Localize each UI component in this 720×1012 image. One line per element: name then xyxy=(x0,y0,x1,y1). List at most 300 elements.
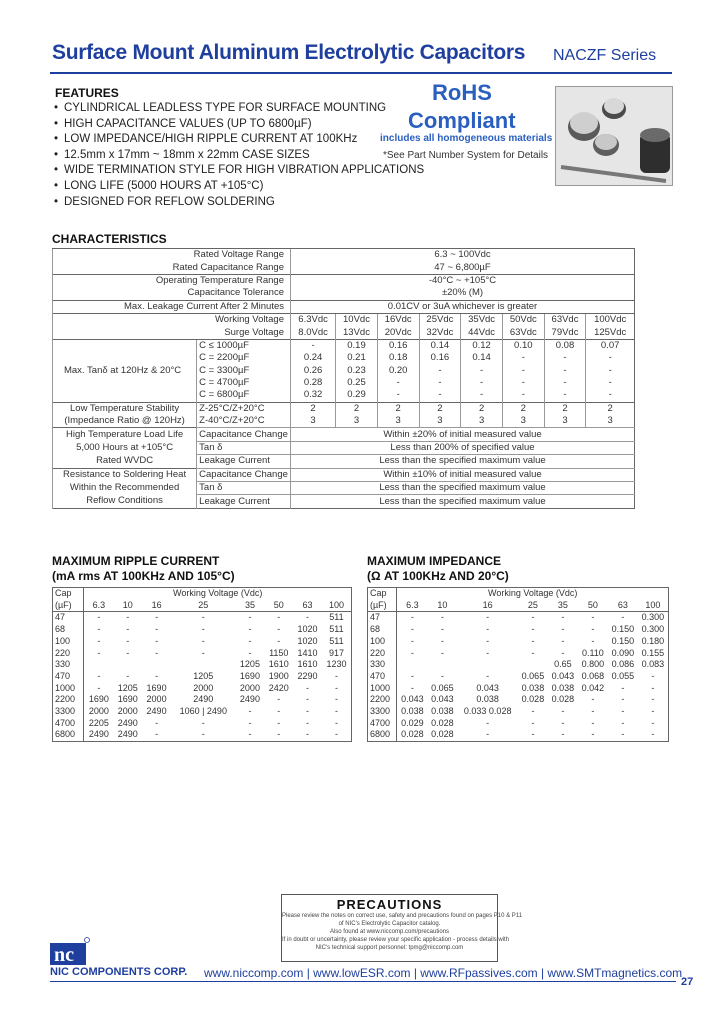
table-cell: - xyxy=(531,612,535,623)
table-cell: 68 xyxy=(368,624,397,636)
table-cell: - xyxy=(334,717,338,728)
table-cell: - xyxy=(410,670,414,681)
table-cell: 2 xyxy=(544,402,586,415)
table-cell: - xyxy=(155,717,159,728)
table-cell: 2490 xyxy=(193,694,214,705)
table-cell: 2490 xyxy=(146,705,167,716)
column-header: 35 xyxy=(548,600,578,612)
table-cell: - xyxy=(651,694,655,705)
feature-text: DESIGNED FOR REFLOW SOLDERING xyxy=(64,195,275,208)
table-cell: 1690 xyxy=(88,694,109,705)
table-cell: 8.0Vdc xyxy=(291,326,336,339)
footer-links[interactable]: www.niccomp.com | www.lowESR.com | www.RFpassives.com | www.SMTmagnetics.com xyxy=(204,966,683,980)
table-cell: - xyxy=(277,694,281,705)
table-cell: - xyxy=(377,377,419,389)
table-cell: - xyxy=(651,682,655,693)
table-cell: 0.028 xyxy=(551,694,575,705)
table-cell: 0.18 xyxy=(377,352,419,364)
table-cell: 0.068 xyxy=(581,670,605,681)
precautions-line: Also found at www.niccomp.com/precautions xyxy=(329,929,450,935)
table-cell: Rated WVDC xyxy=(53,455,197,468)
table-cell: Less than the specified maximum value xyxy=(291,455,635,468)
table-cell: - xyxy=(410,624,414,635)
table-cell: High Temperature Load Life xyxy=(53,428,197,441)
table-cell: 0.155 xyxy=(641,647,665,658)
table-cell: 3300 xyxy=(368,706,397,718)
column-header: Cap xyxy=(368,588,397,600)
table-cell: 2 xyxy=(502,402,544,415)
table-row xyxy=(53,402,635,415)
table-cell: Less than the specified maximum value xyxy=(291,495,635,508)
table-cell: - xyxy=(544,365,586,377)
table-cell: 0.16 xyxy=(377,339,419,352)
table-cell: - xyxy=(248,705,252,716)
table-cell: - xyxy=(561,647,565,658)
table-cell: 470 xyxy=(368,671,397,683)
table-cell xyxy=(457,659,518,671)
table-row xyxy=(53,441,635,454)
table-cell: - xyxy=(306,717,310,728)
table-cell: - xyxy=(486,717,490,728)
table-cell: 0.19 xyxy=(336,339,378,352)
table-row xyxy=(368,612,669,624)
table-row xyxy=(368,706,669,718)
precautions-box xyxy=(281,894,523,962)
table-cell: - xyxy=(586,389,635,402)
table-cell: - xyxy=(544,352,586,364)
table-cell: - xyxy=(155,635,159,646)
table-cell: 220 xyxy=(53,647,84,659)
column-header: (µF) xyxy=(368,600,397,612)
table-row xyxy=(53,647,352,659)
table-cell: - xyxy=(97,670,101,681)
table-cell: 6800 xyxy=(368,729,397,741)
table-cell: 6800 xyxy=(53,729,84,741)
table-cell: Capacitance Change xyxy=(197,468,291,481)
bullet-icon: • xyxy=(54,117,59,130)
table-cell: - xyxy=(97,624,101,635)
table-cell: - xyxy=(201,635,205,646)
table-cell: 2420 xyxy=(268,682,289,693)
table-cell: 0.16 xyxy=(419,352,461,364)
table-cell: 0.038 xyxy=(551,682,575,693)
nic-logo xyxy=(50,937,90,965)
table-cell: - xyxy=(277,705,281,716)
table-cell: - xyxy=(126,635,130,646)
feature-item xyxy=(54,163,424,179)
table-row xyxy=(53,671,352,683)
table-cell: ±20% (M) xyxy=(291,287,635,300)
table-cell: - xyxy=(531,635,535,646)
table-cell: - xyxy=(306,682,310,693)
table-cell: - xyxy=(201,612,205,623)
table-cell: - xyxy=(201,647,205,658)
table-cell: 0.180 xyxy=(641,635,665,646)
table-cell: - xyxy=(419,389,461,402)
table-cell: 2290 xyxy=(297,670,318,681)
table-cell: - xyxy=(97,635,101,646)
table-cell xyxy=(397,659,428,671)
table-cell: Within ±20% of initial measured value xyxy=(291,428,635,441)
table-cell: 47 xyxy=(53,612,84,624)
table-cell: - xyxy=(621,694,625,705)
table-cell: Z-25°C/Z+20°C xyxy=(197,402,291,415)
table-cell: 2 xyxy=(419,402,461,415)
feature-item xyxy=(54,195,424,211)
table-cell: 0.038 xyxy=(521,682,545,693)
table-cell: 1205 xyxy=(193,670,214,681)
table-cell: 511 xyxy=(329,612,344,623)
table-cell: 0.110 xyxy=(581,647,604,658)
table-cell: 125Vdc xyxy=(586,326,635,339)
table-cell: 6.3 ~ 100Vdc xyxy=(291,249,635,262)
table-cell: - xyxy=(306,612,310,623)
table-cell: Rated Capacitance Range xyxy=(53,261,291,274)
table-cell: 3 xyxy=(461,415,503,428)
table-cell: 1410 xyxy=(297,647,318,658)
table-cell: - xyxy=(419,377,461,389)
features-list xyxy=(54,101,424,210)
table-cell: - xyxy=(561,624,565,635)
table-cell: 1690 xyxy=(239,670,260,681)
table-cell: - xyxy=(461,389,503,402)
table-cell: 13Vdc xyxy=(336,326,378,339)
table-cell: - xyxy=(155,647,159,658)
table-cell: - xyxy=(586,352,635,364)
table-cell: - xyxy=(410,647,414,658)
table-cell: 5,000 Hours at +105°C xyxy=(53,441,197,454)
table-cell: - xyxy=(334,705,338,716)
table-cell: 16Vdc xyxy=(377,313,419,326)
table-cell: Tan δ xyxy=(197,482,291,495)
table-cell: 0.038 xyxy=(401,705,424,716)
table-cell: 2205 xyxy=(88,717,109,728)
table-cell: - xyxy=(306,694,310,705)
feature-text: LOW IMPEDANCE/HIGH RIPPLE CURRENT AT 100KHz xyxy=(64,133,358,146)
table-cell: 25Vdc xyxy=(419,313,461,326)
table-cell: 0.043 xyxy=(476,682,499,693)
table-cell: 50Vdc xyxy=(502,313,544,326)
table-cell: - xyxy=(248,647,252,658)
table-cell: - xyxy=(306,729,310,740)
characteristics-heading: CHARACTERISTICS xyxy=(52,232,167,246)
table-row xyxy=(53,326,635,339)
precautions-line: If in doubt or uncertainty, please review your specific application - process details with xyxy=(282,937,510,943)
table-cell: - xyxy=(621,682,625,693)
table-row xyxy=(53,694,352,706)
table-cell: 1205 xyxy=(239,659,260,670)
column-header: 16 xyxy=(142,600,171,612)
bullet-icon: • xyxy=(54,195,59,208)
impedance-subheading: (Ω AT 100KHz AND 20°C) xyxy=(367,569,509,583)
table-cell: 220 xyxy=(368,647,397,659)
impedance-heading: MAXIMUM IMPEDANCE xyxy=(367,554,501,568)
column-header: 100 xyxy=(638,600,669,612)
bullet-icon: • xyxy=(54,179,59,192)
table-cell: 0.14 xyxy=(461,352,503,364)
table-cell: 2000 xyxy=(146,694,167,705)
table-cell: 3 xyxy=(502,415,544,428)
table-cell: - xyxy=(561,717,565,728)
table-cell: - xyxy=(651,717,655,728)
table-row xyxy=(53,624,352,636)
table-row xyxy=(53,455,635,468)
table-cell: - xyxy=(201,717,205,728)
table-header-row xyxy=(53,600,352,612)
table-cell: - xyxy=(126,670,130,681)
table-cell: Operating Temperature Range xyxy=(53,274,291,287)
table-cell: 2 xyxy=(586,402,635,415)
table-cell: 0.300 xyxy=(641,624,665,635)
table-cell: - xyxy=(531,624,535,635)
column-header: 50 xyxy=(264,600,293,612)
table-cell: 6.3Vdc xyxy=(291,313,336,326)
table-cell: - xyxy=(97,682,101,693)
table-cell: 0.29 xyxy=(336,389,378,402)
table-cell: - xyxy=(531,705,535,716)
bullet-icon: • xyxy=(54,133,59,146)
table-cell: 63Vdc xyxy=(502,326,544,339)
table-row xyxy=(53,495,635,508)
feature-text: LONG LIFE (5000 HOURS AT +105°C) xyxy=(64,179,264,192)
table-cell: 1230 xyxy=(326,659,347,670)
table-cell: - xyxy=(544,389,586,402)
table-cell: 100 xyxy=(368,636,397,648)
table-cell: 0.14 xyxy=(419,339,461,352)
table-cell: 0.055 xyxy=(611,670,635,681)
table-cell: 0.20 xyxy=(377,365,419,377)
column-header: 6.3 xyxy=(84,600,113,612)
table-cell: - xyxy=(410,635,414,646)
table-cell: 100 xyxy=(53,636,84,648)
table-cell: - xyxy=(561,705,565,716)
feature-text: 12.5mm x 17mm ~ 18mm x 22mm CASE SIZES xyxy=(64,148,310,161)
table-cell: 0.150 xyxy=(611,635,635,646)
table-cell: 511 xyxy=(329,635,344,646)
table-row xyxy=(53,612,352,624)
table-cell: 2200 xyxy=(368,694,397,706)
column-header: Working Voltage (Vdc) xyxy=(173,588,263,599)
bullet-icon: • xyxy=(54,164,59,177)
table-cell xyxy=(142,659,171,671)
table-cell: - xyxy=(591,729,595,740)
table-cell: - xyxy=(502,352,544,364)
feature-text: CYLINDRICAL LEADLESS TYPE FOR SURFACE MOUNTING xyxy=(64,102,387,114)
table-cell: 0.26 xyxy=(291,365,336,377)
table-cell: Capacitance Change xyxy=(197,428,291,441)
ripple-heading: MAXIMUM RIPPLE CURRENT xyxy=(52,554,220,568)
table-header-row xyxy=(368,600,669,612)
table-cell: 0.65 xyxy=(554,659,572,670)
table-cell: 0.038 xyxy=(476,694,499,705)
table-cell: -40°C ~ +105°C xyxy=(291,274,635,287)
table-cell: 0.10 xyxy=(502,339,544,352)
bullet-icon: • xyxy=(54,102,59,114)
table-cell: - xyxy=(486,670,490,681)
table-cell: 2000 xyxy=(239,682,260,693)
column-header: 10 xyxy=(113,600,142,612)
table-row xyxy=(53,249,635,262)
table-cell: - xyxy=(440,612,444,623)
table-cell: - xyxy=(201,624,205,635)
table-cell: 32Vdc xyxy=(419,326,461,339)
table-cell: Within ±10% of initial measured value xyxy=(291,468,635,481)
column-header: 35 xyxy=(236,600,265,612)
table-cell: 917 xyxy=(328,647,344,658)
table-cell: 0.24 xyxy=(291,352,336,364)
table-cell: 44Vdc xyxy=(461,326,503,339)
table-cell: - xyxy=(248,729,252,740)
table-row xyxy=(53,659,352,671)
table-cell xyxy=(113,659,142,671)
table-cell: - xyxy=(419,365,461,377)
table-cell: 20Vdc xyxy=(377,326,419,339)
footer-divider xyxy=(50,981,676,982)
table-cell: 330 xyxy=(53,659,84,671)
table-cell: 511 xyxy=(329,624,344,635)
bullet-icon: • xyxy=(54,148,59,161)
column-header: 50 xyxy=(578,600,608,612)
table-cell: Leakage Current xyxy=(197,495,291,508)
table-cell: - xyxy=(126,612,130,623)
table-cell: 0.033 0.028 xyxy=(463,705,512,716)
table-cell: 3 xyxy=(336,415,378,428)
table-cell: 0.08 xyxy=(544,339,586,352)
table-cell: C = 6800µF xyxy=(197,389,291,402)
table-row xyxy=(53,339,635,352)
table-cell: - xyxy=(621,717,625,728)
table-cell: Surge Voltage xyxy=(53,326,291,339)
table-cell: - xyxy=(334,682,338,693)
table-cell: Working Voltage xyxy=(53,313,291,326)
ripple-subheading: (mA rms AT 100KHz AND 105°C) xyxy=(52,569,235,583)
table-cell: - xyxy=(561,729,565,740)
table-cell: - xyxy=(486,612,490,623)
table-cell: Max. Leakage Current After 2 Minutes xyxy=(53,300,291,313)
ripple-current-table xyxy=(52,587,352,742)
table-cell: 0.150 xyxy=(611,624,635,635)
precautions-title: PRECAUTIONS xyxy=(336,897,443,912)
table-cell: 3 xyxy=(544,415,586,428)
page-number: 27 xyxy=(681,976,694,988)
table-cell: 0.01CV or 3uA whichever is greater xyxy=(291,300,635,313)
table-cell: C ≤ 1000µF xyxy=(197,339,291,352)
feature-item xyxy=(54,132,424,148)
table-cell: 0.083 xyxy=(641,659,665,670)
table-cell: 1060 | 2490 xyxy=(179,705,227,716)
table-cell: 0.043 xyxy=(551,670,575,681)
table-cell: - xyxy=(155,612,159,623)
table-cell: 1690 xyxy=(146,682,167,693)
table-row xyxy=(53,482,635,495)
table-cell: 1000 xyxy=(53,683,84,695)
column-header: 25 xyxy=(171,600,236,612)
table-cell: - xyxy=(155,670,159,681)
rohs-subtext: includes all homogeneous materials xyxy=(380,133,553,144)
table-row xyxy=(53,274,635,287)
table-cell: - xyxy=(591,705,595,716)
table-cell: 0.038 xyxy=(431,705,454,716)
company-name: NIC COMPONENTS CORP. xyxy=(50,966,188,978)
table-cell: - xyxy=(334,670,338,681)
table-cell: - xyxy=(277,729,281,740)
table-cell: 470 xyxy=(53,671,84,683)
column-header: Working Voltage (Vdc) xyxy=(487,588,578,599)
table-row xyxy=(53,300,635,313)
table-row xyxy=(53,683,352,695)
feature-text: WIDE TERMINATION STYLE FOR HIGH VIBRATION APPLICATIONS xyxy=(64,164,425,177)
capacitor-photo xyxy=(555,86,673,186)
series-name: NACZF Series xyxy=(553,47,657,64)
table-cell: 47 xyxy=(368,612,397,624)
table-cell: - xyxy=(531,647,535,658)
column-header: (µF) xyxy=(53,600,84,612)
table-cell: - xyxy=(621,705,625,716)
table-row xyxy=(368,694,669,706)
table-cell: Max. Tanδ at 120Hz & 20°C xyxy=(53,339,197,402)
precautions-line: NIC's technical support personnel: tpmg@niccomp.com xyxy=(315,945,464,951)
svg-text:nc: nc xyxy=(54,944,74,965)
table-cell: - xyxy=(591,694,595,705)
table-row xyxy=(368,659,669,671)
table-cell: C = 3300µF xyxy=(197,365,291,377)
column-header: 10 xyxy=(427,600,457,612)
table-row xyxy=(368,647,669,659)
table-cell: - xyxy=(334,694,338,705)
table-cell: 1690 xyxy=(117,694,138,705)
table-row xyxy=(53,287,635,300)
page-title: Surface Mount Aluminum Electrolytic Capacitors xyxy=(52,41,526,64)
table-cell: 2490 xyxy=(239,694,260,705)
table-cell: 3 xyxy=(377,415,419,428)
table-cell: 1610 xyxy=(297,659,318,670)
table-cell: 3 xyxy=(586,415,635,428)
table-cell: - xyxy=(410,612,414,623)
column-header: 63 xyxy=(608,600,638,612)
table-cell: 1020 xyxy=(297,635,318,646)
table-cell xyxy=(427,659,457,671)
table-cell: - xyxy=(126,624,130,635)
feature-text: HIGH CAPACITANCE VALUES (UP TO 6800µF) xyxy=(64,117,312,130)
table-cell: Low Temperature Stability xyxy=(53,402,197,415)
header-divider xyxy=(50,72,672,74)
table-cell: - xyxy=(561,612,565,623)
compliant-label: Compliant xyxy=(408,108,516,133)
table-cell: Tan δ xyxy=(197,441,291,454)
table-cell: - xyxy=(651,705,655,716)
table-cell: - xyxy=(155,624,159,635)
table-cell: - xyxy=(591,612,595,623)
table-cell: 0.028 xyxy=(431,729,454,740)
table-cell: 1900 xyxy=(268,670,289,681)
table-cell: 1205 xyxy=(117,682,138,693)
table-cell: - xyxy=(651,670,655,681)
table-cell: 1150 xyxy=(269,647,289,658)
impedance-table xyxy=(367,587,669,742)
table-cell: - xyxy=(502,365,544,377)
table-cell: 2490 xyxy=(117,717,138,728)
table-cell: 63Vdc xyxy=(544,313,586,326)
table-row xyxy=(53,428,635,441)
table-cell: 0.028 xyxy=(401,729,424,740)
table-cell: - xyxy=(486,729,490,740)
table-cell: - xyxy=(377,389,419,402)
table-cell: 0.21 xyxy=(336,352,378,364)
table-cell: - xyxy=(561,635,565,646)
table-cell: Less than 200% of specified value xyxy=(291,441,635,454)
table-cell: 4700 xyxy=(53,718,84,730)
table-cell: - xyxy=(486,624,490,635)
